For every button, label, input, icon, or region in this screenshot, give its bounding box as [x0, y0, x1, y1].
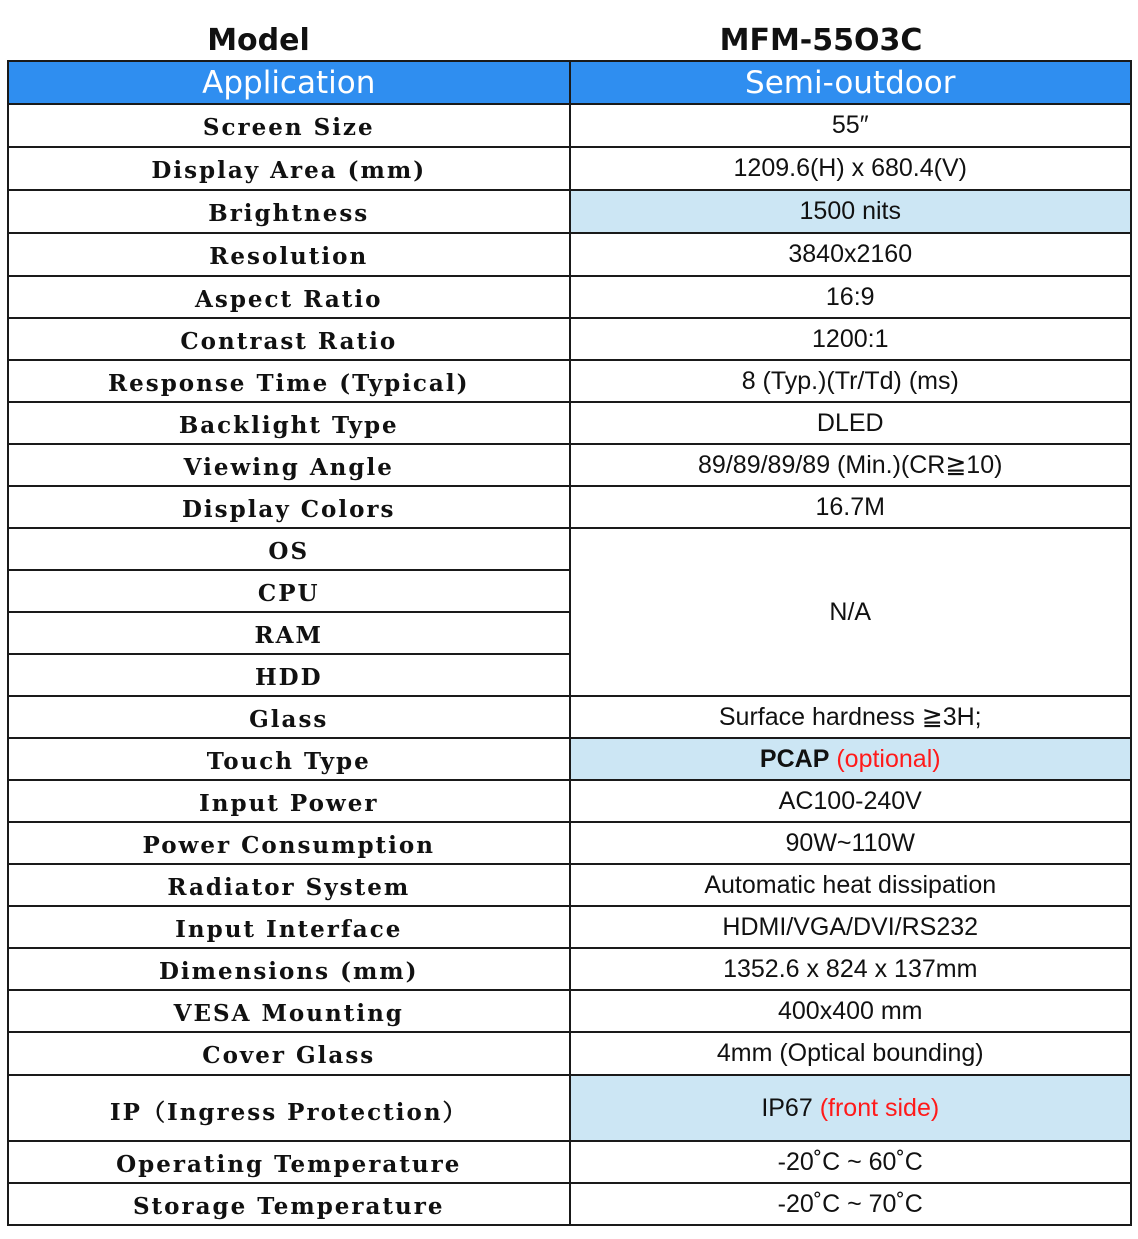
ip-note: (front side)	[819, 1093, 940, 1122]
spec-label: OS	[8, 528, 570, 570]
table-row	[8, 864, 1131, 906]
table-row	[8, 528, 1131, 570]
table-row	[8, 233, 1131, 276]
table-row	[8, 1032, 1131, 1075]
table-row	[8, 147, 1131, 190]
spec-value: 90W~110W	[570, 822, 1132, 864]
spec-label: IP（Ingress Protection）	[8, 1075, 570, 1141]
spec-label: Input Interface	[8, 906, 570, 948]
spec-value: 16:9	[570, 276, 1132, 318]
spec-label: Aspect Ratio	[8, 276, 570, 318]
spec-label: Glass	[8, 696, 570, 738]
spec-value: 1352.6 x 824 x 137mm	[570, 948, 1132, 990]
spec-value: 55″	[570, 104, 1132, 147]
spec-label: Display Colors	[8, 486, 570, 528]
spec-label: VESA Mounting	[8, 990, 570, 1032]
table-row	[8, 780, 1131, 822]
spec-value: AC100-240V	[570, 780, 1132, 822]
table-row	[8, 444, 1131, 486]
spec-value: -20˚C ~ 60˚C	[570, 1141, 1132, 1183]
spec-value: 16.7M	[570, 486, 1132, 528]
spec-value: 1200:1	[570, 318, 1132, 360]
spec-label: HDD	[8, 654, 570, 696]
spec-value-touch-type	[570, 738, 1132, 780]
ip-value: IP67	[761, 1093, 813, 1122]
spec-value: 400x400 mm	[570, 990, 1132, 1032]
table-row	[8, 696, 1131, 738]
table-row	[8, 486, 1131, 528]
spec-value-na: N/A	[570, 528, 1132, 696]
spec-label: Resolution	[8, 233, 570, 276]
application-value: Semi-outdoor	[570, 61, 1132, 104]
spec-label: Dimensions (mm)	[8, 948, 570, 990]
table-row	[8, 990, 1131, 1032]
table-row	[8, 1141, 1131, 1183]
spec-label: Display Area (mm)	[8, 147, 570, 190]
spec-table	[7, 60, 1132, 1226]
spec-label: Backlight Type	[8, 402, 570, 444]
spec-label: Screen Size	[8, 104, 570, 147]
spec-value: Surface hardness ≧3H;	[570, 696, 1132, 738]
table-row	[8, 360, 1131, 402]
model-header-label: Model	[207, 22, 310, 58]
spec-value: 4mm (Optical bounding)	[570, 1032, 1132, 1075]
spec-value-brightness: 1500 nits	[570, 190, 1132, 233]
spec-label: Radiator System	[8, 864, 570, 906]
spec-value: -20˚C ~ 70˚C	[570, 1183, 1132, 1225]
spec-label: Viewing Angle	[8, 444, 570, 486]
table-row	[8, 276, 1131, 318]
spec-value: Automatic heat dissipation	[570, 864, 1132, 906]
table-row	[8, 1183, 1131, 1225]
table-row	[8, 822, 1131, 864]
spec-value: 3840x2160	[570, 233, 1132, 276]
spec-label: CPU	[8, 570, 570, 612]
application-label: Application	[8, 61, 570, 104]
spec-label: Brightness	[8, 190, 570, 233]
spec-label: Cover Glass	[8, 1032, 570, 1075]
spec-value: DLED	[570, 402, 1132, 444]
spec-label: Operating Temperature	[8, 1141, 570, 1183]
spec-label: Contrast Ratio	[8, 318, 570, 360]
touch-type-note: (optional)	[836, 744, 941, 773]
table-row	[8, 104, 1131, 147]
spec-value: 8 (Typ.)(Tr/Td) (ms)	[570, 360, 1132, 402]
spec-value: HDMI/VGA/DVI/RS232	[570, 906, 1132, 948]
table-row	[8, 906, 1131, 948]
table-row	[8, 1075, 1131, 1141]
table-row	[8, 402, 1131, 444]
table-row	[8, 738, 1131, 780]
touch-type-value: PCAP	[759, 744, 830, 773]
spec-label: RAM	[8, 612, 570, 654]
spec-label: Input Power	[8, 780, 570, 822]
spec-value: 89/89/89/89 (Min.)(CR≧10)	[570, 444, 1132, 486]
spec-value: 1209.6(H) x 680.4(V)	[570, 147, 1132, 190]
model-header-value: MFM-55O3C	[719, 22, 923, 58]
spec-label: Storage Temperature	[8, 1183, 570, 1225]
spec-label: Response Time (Typical)	[8, 360, 570, 402]
table-row	[8, 190, 1131, 233]
table-row	[8, 318, 1131, 360]
spec-label: Power Consumption	[8, 822, 570, 864]
spec-value-ip	[570, 1075, 1132, 1141]
table-row	[8, 948, 1131, 990]
table-row	[8, 61, 1131, 104]
spec-label: Touch Type	[8, 738, 570, 780]
